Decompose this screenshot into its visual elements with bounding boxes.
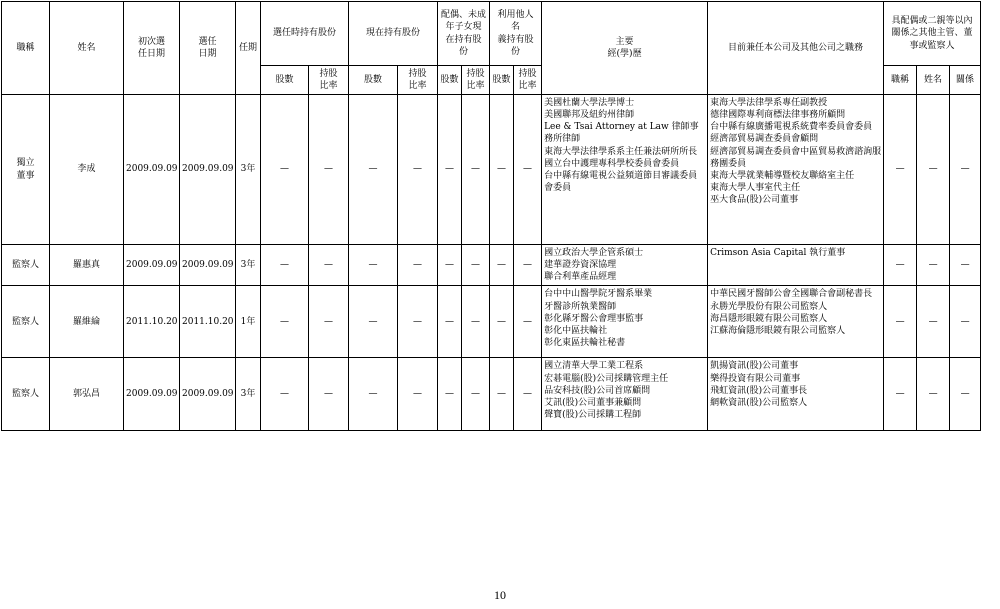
table-row bbox=[2, 245, 981, 286]
header-rel-relation: 關係 bbox=[950, 66, 981, 95]
experience-line: 彰化中區扶輪社 bbox=[544, 325, 608, 336]
cell-shares-dash: — bbox=[438, 95, 462, 245]
cell-title: 監察人 bbox=[2, 358, 50, 431]
cell-shares-dash: — bbox=[514, 358, 542, 431]
cell-term: 3年 bbox=[236, 358, 261, 431]
header-rel-name: 姓名 bbox=[917, 66, 950, 95]
cell-shares-dash: — bbox=[438, 358, 462, 431]
cell-shares-dash: — bbox=[261, 95, 309, 245]
experience-line: 美國杜蘭大學法學博士 bbox=[544, 98, 635, 108]
experience-line: 台中中山醫學院牙醫系畢業 bbox=[544, 289, 653, 300]
cell-shares-dash: — bbox=[490, 95, 514, 245]
directors-table bbox=[1, 1, 981, 431]
cell-shares-dash: — bbox=[309, 358, 349, 431]
position-line: 飛虹資訊(股)公司董事長 bbox=[710, 385, 808, 396]
experience-line: 建華證券資深協理 bbox=[544, 260, 617, 271]
header-term: 任期 bbox=[236, 2, 261, 95]
header-name: 姓名 bbox=[50, 2, 124, 95]
cell-relative-dash: — bbox=[950, 286, 981, 358]
header-first-elected: 初次選 任日期 bbox=[124, 2, 180, 95]
cell-relative-dash: — bbox=[917, 245, 950, 286]
cell-relative-dash: — bbox=[950, 245, 981, 286]
header-experience: 主要 經(學)歷 bbox=[542, 2, 708, 95]
cell-relative-dash: — bbox=[917, 95, 950, 245]
experience-line: Lee & Tsai Attorney at Law 律師事務所律師 bbox=[544, 122, 699, 145]
header-shares: 股數 bbox=[349, 66, 398, 95]
header-ratio: 持股 比率 bbox=[309, 66, 349, 95]
experience-line: 聯合利華產品經理 bbox=[544, 272, 617, 283]
position-line: 永勝光學股份有限公司監察人 bbox=[710, 301, 828, 312]
cell-first-elected: 2009.09.09 bbox=[124, 358, 180, 431]
position-line: 德律國際專利商標法律事務所顧問 bbox=[710, 110, 846, 121]
cell-first-elected: 2011.10.20 bbox=[124, 286, 180, 358]
cell-shares-dash: — bbox=[309, 95, 349, 245]
cell-relative-dash: — bbox=[950, 95, 981, 245]
cell-shares-dash: — bbox=[490, 245, 514, 286]
cell-elected: 2011.10.20 bbox=[180, 286, 236, 358]
experience-line: 艾訊(股)公司董事兼顧問 bbox=[544, 397, 642, 408]
table-row bbox=[2, 358, 981, 431]
header-rel-title: 職稱 bbox=[884, 66, 917, 95]
cell-relative-dash: — bbox=[917, 358, 950, 431]
experience-line: 國立政治大學企管系碩士 bbox=[544, 248, 644, 258]
position-line: 網軟資訊(股)公司監察人 bbox=[710, 397, 808, 408]
cell-shares-dash: — bbox=[261, 286, 309, 358]
header-ratio: 持股 比率 bbox=[514, 66, 542, 95]
header-shares-current: 現在持有股份 bbox=[349, 2, 438, 66]
position-line: 東海大學人事室代主任 bbox=[710, 182, 801, 193]
cell-elected: 2009.09.09 bbox=[180, 95, 236, 245]
cell-title: 獨立 董事 bbox=[2, 95, 50, 245]
experience-line: 東海大學法律學系系主任兼法研所所長 bbox=[544, 146, 698, 157]
cell-shares-dash: — bbox=[438, 286, 462, 358]
cell-term: 1年 bbox=[236, 286, 261, 358]
position-line: 江蘇海倫隱形眼鏡有限公司監察人 bbox=[710, 325, 846, 336]
cell-shares-dash: — bbox=[490, 358, 514, 431]
cell-shares-dash: — bbox=[462, 358, 490, 431]
header-spouse-minor: 配偶、未成 年子女現 在持有股 份 bbox=[438, 2, 490, 66]
cell-experience bbox=[542, 286, 708, 358]
page-number: 10 bbox=[494, 588, 506, 602]
cell-shares-dash: — bbox=[261, 358, 309, 431]
position-line: Crimson Asia Capital 執行董事 bbox=[710, 248, 846, 258]
header-shares: 股數 bbox=[490, 66, 514, 95]
cell-experience bbox=[542, 245, 708, 286]
header-shares: 股數 bbox=[438, 66, 462, 95]
cell-shares-dash: — bbox=[398, 286, 438, 358]
table-row bbox=[2, 95, 981, 245]
experience-line: 台中縣有線電視公益頻道節目審議委員會委員 bbox=[544, 170, 698, 193]
cell-positions bbox=[708, 286, 884, 358]
cell-positions bbox=[708, 245, 884, 286]
cell-name: 羅惠真 bbox=[50, 245, 124, 286]
header-shares: 股數 bbox=[261, 66, 309, 95]
position-line: 經濟部貿易調查委員會中區貿易救濟諮詢服務團委員 bbox=[710, 146, 882, 169]
cell-title: 監察人 bbox=[2, 245, 50, 286]
cell-relative-dash: — bbox=[884, 358, 917, 431]
cell-shares-dash: — bbox=[349, 286, 398, 358]
cell-relative-dash: — bbox=[950, 358, 981, 431]
position-line: 巫大食品(股)公司董事 bbox=[710, 195, 799, 206]
cell-name: 郭弘昌 bbox=[50, 358, 124, 431]
cell-shares-dash: — bbox=[398, 358, 438, 431]
cell-name: 羅維綸 bbox=[50, 286, 124, 358]
cell-first-elected: 2009.09.09 bbox=[124, 95, 180, 245]
header-relatives: 具配偶或二親等以內 關係之其他主管、董 事或監察人 bbox=[884, 2, 981, 66]
cell-elected: 2009.09.09 bbox=[180, 358, 236, 431]
cell-shares-dash: — bbox=[398, 95, 438, 245]
experience-line: 彰化縣牙醫公會理事監事 bbox=[544, 313, 644, 324]
cell-term: 3年 bbox=[236, 245, 261, 286]
experience-line: 彰化東區扶輪社秘書 bbox=[544, 337, 626, 348]
cell-shares-dash: — bbox=[462, 95, 490, 245]
table-body bbox=[2, 95, 981, 431]
experience-line: 宏碁電腦(股)公司採購管理主任 bbox=[544, 373, 669, 384]
position-line: 東海大學就業輔導暨校友聯絡室主任 bbox=[710, 170, 855, 181]
position-line: 經濟部貿易調查委員會顧問 bbox=[710, 134, 819, 145]
cell-shares-dash: — bbox=[309, 286, 349, 358]
cell-elected: 2009.09.09 bbox=[180, 245, 236, 286]
cell-relative-dash: — bbox=[884, 286, 917, 358]
experience-line: 牙醫診所執業醫師 bbox=[544, 301, 617, 312]
cell-name: 李成 bbox=[50, 95, 124, 245]
experience-line: 聲寶(股)公司採購工程師 bbox=[544, 409, 642, 420]
cell-shares-dash: — bbox=[514, 286, 542, 358]
cell-positions bbox=[708, 358, 884, 431]
position-line: 中華民國牙醫師公會全國聯合會副秘書長 bbox=[710, 289, 873, 300]
cell-shares-dash: — bbox=[261, 245, 309, 286]
cell-shares-dash: — bbox=[490, 286, 514, 358]
cell-experience bbox=[542, 95, 708, 245]
position-line: 東海大學法律學系專任副教授 bbox=[710, 98, 828, 108]
position-line: 海昌隱形眼鏡有限公司監察人 bbox=[710, 313, 828, 324]
header-ratio: 持股 比率 bbox=[462, 66, 490, 95]
position-line: 凱揚資訊(股)公司董事 bbox=[710, 361, 799, 372]
table-row bbox=[2, 286, 981, 358]
position-line: 台中縣有線廣播電視系統費率委員會委員 bbox=[710, 122, 873, 133]
cell-shares-dash: — bbox=[309, 245, 349, 286]
cell-shares-dash: — bbox=[438, 245, 462, 286]
experience-line: 美國聯邦及紐約州律師 bbox=[544, 110, 635, 121]
cell-first-elected: 2009.09.09 bbox=[124, 245, 180, 286]
cell-shares-dash: — bbox=[462, 286, 490, 358]
cell-shares-dash: — bbox=[514, 95, 542, 245]
experience-line: 國立清華大學工業工程系 bbox=[544, 361, 644, 372]
header-shares-at-election: 選任時持有股份 bbox=[261, 2, 349, 66]
cell-term: 3年 bbox=[236, 95, 261, 245]
experience-line: 國立台中護理專科學校委員會委員 bbox=[544, 158, 680, 169]
cell-relative-dash: — bbox=[884, 95, 917, 245]
cell-shares-dash: — bbox=[398, 245, 438, 286]
header-elected: 選任 日期 bbox=[180, 2, 236, 95]
position-line: 樂得投資有限公司董事 bbox=[710, 373, 801, 384]
cell-experience bbox=[542, 358, 708, 431]
cell-shares-dash: — bbox=[349, 358, 398, 431]
cell-title: 監察人 bbox=[2, 286, 50, 358]
experience-line: 品安科技(股)公司首席顧問 bbox=[544, 385, 651, 396]
header-nominee: 利用他人 名 義持有股 份 bbox=[490, 2, 542, 66]
header-current-positions: 目前兼任本公司及其他公司之職務 bbox=[708, 2, 884, 95]
header-title: 職稱 bbox=[2, 2, 50, 95]
cell-shares-dash: — bbox=[462, 245, 490, 286]
cell-relative-dash: — bbox=[884, 245, 917, 286]
cell-shares-dash: — bbox=[349, 245, 398, 286]
cell-shares-dash: — bbox=[514, 245, 542, 286]
header-ratio: 持股 比率 bbox=[398, 66, 438, 95]
cell-relative-dash: — bbox=[917, 286, 950, 358]
cell-positions bbox=[708, 95, 884, 245]
cell-shares-dash: — bbox=[349, 95, 398, 245]
